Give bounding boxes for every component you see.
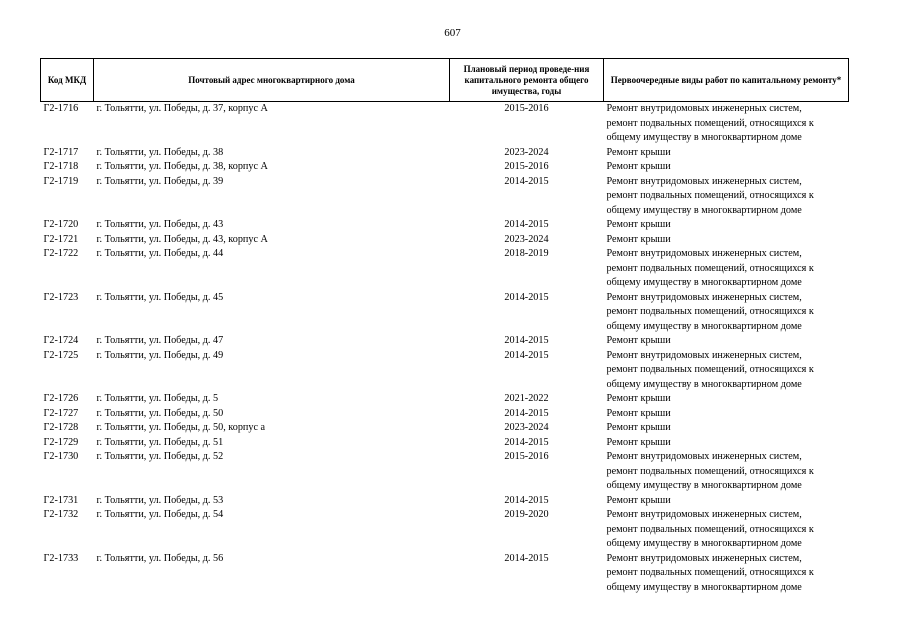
table-row <box>41 334 849 349</box>
capital-repair-table <box>40 58 849 595</box>
table-row <box>41 233 849 248</box>
cell-address: г. Тольятти, ул. Победы, д. 50, корпус а <box>96 422 266 433</box>
work-line: Ремонт внутридомовых инженерных систем, <box>606 248 802 259</box>
table-row <box>41 552 849 596</box>
cell-works <box>604 552 849 596</box>
cell-code: Г2-1725 <box>43 349 79 361</box>
cell-period: 2023-2024 <box>504 146 549 158</box>
cell-address: г. Тольятти, ул. Победы, д. 43 <box>96 219 224 230</box>
cell-period: 2014-2015 <box>504 552 549 564</box>
cell-address: г. Тольятти, ул. Победы, д. 51 <box>96 436 224 448</box>
work-line: Ремонт крыши <box>606 436 671 448</box>
cell-works <box>604 233 849 248</box>
cell-address: г. Тольятти, ул. Победы, д. 38, корпус А <box>96 161 268 172</box>
cell-period: 2014-2015 <box>504 494 549 506</box>
cell-address: г. Тольятти, ул. Победы, д. 47 <box>96 335 224 346</box>
page-number: 607 <box>444 27 461 39</box>
cell-period: 2014-2015 <box>504 175 549 187</box>
work-line: общему имуществу в многоквартирном доме <box>606 378 802 390</box>
table-header <box>41 59 849 102</box>
cell-code: Г2-1731 <box>43 494 79 506</box>
table-row <box>41 102 849 146</box>
cell-address: г. Тольятти, ул. Победы, д. 56 <box>96 552 224 564</box>
table-body <box>41 102 849 596</box>
cell-code: Г2-1722 <box>43 248 79 259</box>
work-line: Ремонт крыши <box>606 146 671 158</box>
cell-code: Г2-1729 <box>43 436 79 448</box>
cell-period: 2019-2020 <box>504 509 549 520</box>
table-row <box>41 421 849 436</box>
cell-works <box>604 334 849 349</box>
cell-period: 2014-2015 <box>504 219 549 230</box>
cell-address: г. Тольятти, ул. Победы, д. 54 <box>96 509 224 520</box>
cell-period: 2018-2019 <box>504 248 549 259</box>
work-line: ремонт подвальных помещений, относящихся к <box>606 306 814 317</box>
work-line: Ремонт крыши <box>606 393 671 404</box>
table-row <box>41 508 849 552</box>
cell-code: Г2-1732 <box>43 509 79 520</box>
header-period: Плановый период проведе-ния капитального ремонта общего имущества, годы <box>450 59 604 102</box>
table-row <box>41 218 849 233</box>
cell-address: г. Тольятти, ул. Победы, д. 49 <box>96 349 224 361</box>
table-row <box>41 436 849 451</box>
work-line: общему имуществу в многоквартирном доме <box>606 132 802 143</box>
cell-code: Г2-1720 <box>43 219 79 230</box>
cell-code: Г2-1727 <box>43 407 79 419</box>
cell-address: г. Тольятти, ул. Победы, д. 39 <box>96 175 224 187</box>
work-line: ремонт подвальных помещений, относящихся к <box>606 523 814 535</box>
table-row <box>41 247 849 291</box>
cell-code: Г2-1728 <box>43 422 79 433</box>
cell-code: Г2-1717 <box>43 146 79 158</box>
cell-address: г. Тольятти, ул. Победы, д. 52 <box>96 451 224 462</box>
work-line: общему имуществу в многоквартирном доме <box>606 204 802 216</box>
table-row <box>41 407 849 422</box>
work-line: ремонт подвальных помещений, относящихся к <box>606 567 814 578</box>
cell-works <box>604 175 849 219</box>
cell-works <box>604 160 849 175</box>
work-line: Ремонт внутридомовых инженерных систем, <box>606 175 802 187</box>
header-row <box>41 59 849 102</box>
table-row <box>41 392 849 407</box>
work-line: общему имуществу в многоквартирном доме <box>606 480 802 491</box>
cell-works <box>604 392 849 407</box>
cell-period: 2014-2015 <box>504 291 549 303</box>
cell-period: 2014-2015 <box>504 436 549 448</box>
cell-address: г. Тольятти, ул. Победы, д. 38 <box>96 146 224 158</box>
table-row <box>41 494 849 509</box>
cell-works <box>604 421 849 436</box>
work-line: ремонт подвальных помещений, относящихся к <box>606 190 814 201</box>
cell-works <box>604 508 849 552</box>
cell-code: Г2-1733 <box>43 552 79 564</box>
work-line: Ремонт внутридомовых инженерных систем, <box>606 509 802 520</box>
cell-works <box>604 436 849 451</box>
cell-works <box>604 407 849 422</box>
table-row <box>41 450 849 494</box>
cell-address: г. Тольятти, ул. Победы, д. 37, корпус А <box>96 103 268 114</box>
cell-period: 2015-2016 <box>504 451 549 462</box>
work-line: общему имуществу в многоквартирном доме <box>606 277 802 288</box>
cell-address: г. Тольятти, ул. Победы, д. 53 <box>96 494 224 506</box>
header-code: Код МКД <box>41 59 94 102</box>
work-line: Ремонт крыши <box>606 219 671 230</box>
work-line: ремонт подвальных помещений, относящихся к <box>606 262 814 274</box>
cell-works <box>604 102 849 146</box>
table-row <box>41 160 849 175</box>
cell-address: г. Тольятти, ул. Победы, д. 43, корпус А <box>96 233 268 245</box>
cell-works <box>604 218 849 233</box>
cell-period: 2014-2015 <box>504 349 549 361</box>
work-line: Ремонт крыши <box>606 407 671 419</box>
cell-address: г. Тольятти, ул. Победы, д. 50 <box>96 407 224 419</box>
cell-period: 2015-2016 <box>504 161 549 172</box>
table-row <box>41 291 849 335</box>
cell-works <box>604 146 849 161</box>
work-line: общему имуществу в многоквартирном доме <box>606 538 802 549</box>
cell-code: Г2-1718 <box>43 161 79 172</box>
work-line: Ремонт внутридомовых инженерных систем, <box>606 103 802 114</box>
cell-address: г. Тольятти, ул. Победы, д. 45 <box>96 291 224 303</box>
cell-works <box>604 291 849 335</box>
cell-period: 2023-2024 <box>504 233 549 245</box>
cell-period: 2023-2024 <box>504 422 549 433</box>
work-line: Ремонт внутридомовых инженерных систем, <box>606 291 802 303</box>
cell-address: г. Тольятти, ул. Победы, д. 44 <box>96 248 224 259</box>
cell-works <box>604 247 849 291</box>
work-line: Ремонт крыши <box>606 422 671 433</box>
cell-code: Г2-1721 <box>43 233 79 245</box>
header-works: Первоочередные виды работ по капитальному ремонту* <box>604 59 849 102</box>
cell-code: Г2-1723 <box>43 291 79 303</box>
cell-code: Г2-1724 <box>43 335 79 346</box>
cell-period: 2014-2015 <box>504 407 549 419</box>
work-line: ремонт подвальных помещений, относящихся к <box>606 364 814 375</box>
table-row <box>41 175 849 219</box>
work-line: Ремонт внутридомовых инженерных систем, <box>606 349 802 361</box>
cell-code: Г2-1716 <box>43 103 79 114</box>
cell-code: Г2-1726 <box>43 393 79 404</box>
cell-code: Г2-1719 <box>43 175 79 187</box>
work-line: Ремонт крыши <box>606 161 671 172</box>
cell-works <box>604 494 849 509</box>
table-row <box>41 349 849 393</box>
cell-works <box>604 349 849 393</box>
work-line: Ремонт внутридомовых инженерных систем, <box>606 552 802 564</box>
work-line: ремонт подвальных помещений, относящихся к <box>606 117 814 129</box>
cell-works <box>604 450 849 494</box>
work-line: Ремонт крыши <box>606 335 671 346</box>
cell-address: г. Тольятти, ул. Победы, д. 5 <box>96 393 219 404</box>
work-line: ремонт подвальных помещений, относящихся к <box>606 465 814 477</box>
cell-period: 2015-2016 <box>504 103 549 114</box>
work-line: Ремонт крыши <box>606 233 671 245</box>
table-row <box>41 146 849 161</box>
work-line: общему имуществу в многоквартирном доме <box>606 320 802 332</box>
header-address: Почтовый адрес многоквартирного дома <box>94 59 450 102</box>
work-line: Ремонт внутридомовых инженерных систем, <box>606 451 802 462</box>
cell-code: Г2-1730 <box>43 451 79 462</box>
work-line: общему имуществу в многоквартирном доме <box>606 581 802 593</box>
work-line: Ремонт крыши <box>606 494 671 506</box>
cell-period: 2014-2015 <box>504 335 549 346</box>
cell-period: 2021-2022 <box>504 393 549 404</box>
